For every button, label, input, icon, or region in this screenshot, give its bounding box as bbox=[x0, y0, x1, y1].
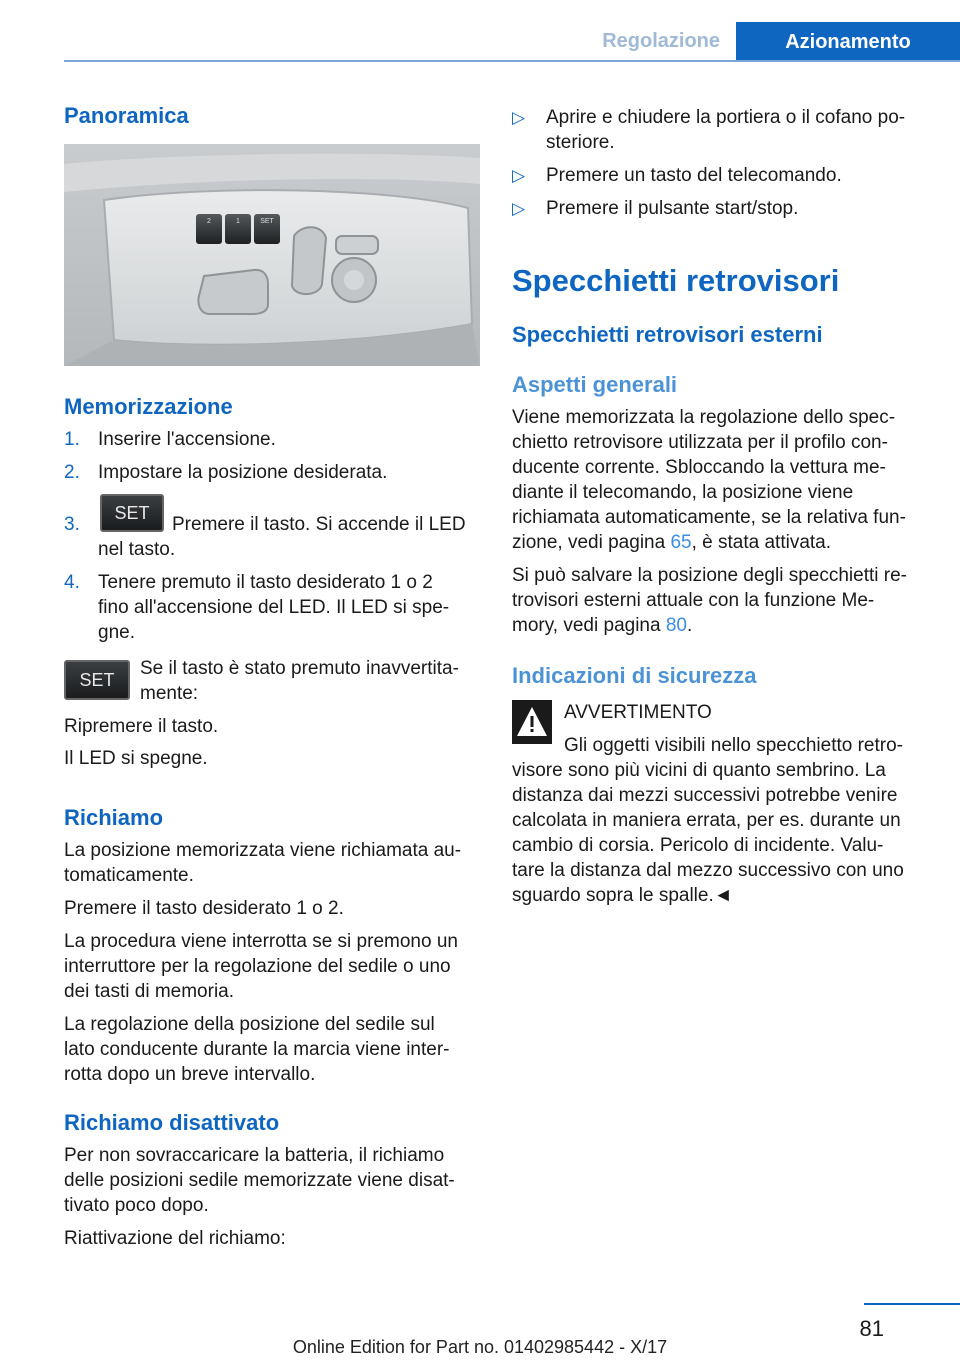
body-text: trovisori esterni attuale con la funzione Me- bbox=[512, 590, 875, 611]
warning-text: sguardo sopra le spalle.◄ bbox=[512, 885, 733, 906]
svg-text:2: 2 bbox=[207, 218, 211, 225]
warning-title: AVVERTIMENTO bbox=[564, 702, 712, 723]
body-text: chietto retrovisore utilizzata per il profilo con- bbox=[512, 432, 888, 453]
memory-key-2 bbox=[196, 214, 222, 244]
step-number: 2. bbox=[64, 462, 80, 483]
body-text: Il LED si spegne. bbox=[64, 748, 208, 769]
warning-text: distanza dai mezzi successivi potrebbe venire bbox=[512, 785, 898, 806]
body-text: lato conducente durante la marcia viene inter- bbox=[64, 1039, 450, 1060]
body-text-part: zione, vedi pagina bbox=[512, 532, 671, 553]
page-link-65[interactable]: 65 bbox=[670, 532, 692, 553]
body-text-part: , è stata attivata. bbox=[691, 532, 832, 553]
svg-text:1: 1 bbox=[236, 218, 240, 225]
edition-footer: Online Edition for Part no. 01402985442 - X/17 bbox=[292, 1337, 668, 1357]
memorizzazione-heading: Memorizzazione bbox=[64, 394, 233, 419]
warning-text: visore sono più vicini di quanto sembrino. La bbox=[512, 760, 886, 781]
page-header bbox=[0, 0, 960, 62]
step-text: Impostare la posizione desiderata. bbox=[98, 462, 388, 483]
body-text: richiamata automaticamente, se la relativa fun- bbox=[512, 507, 906, 528]
body-text: tomaticamente. bbox=[64, 865, 194, 886]
specchietti-esterni-heading: Specchietti retrovisori esterni bbox=[512, 322, 823, 347]
warning-text: Gli oggetti visibili nello specchietto retro- bbox=[564, 735, 903, 756]
step-number: 4. bbox=[64, 572, 80, 593]
step-text: Premere il tasto. Si accende il LED bbox=[172, 514, 466, 535]
richiamo-disattivato-heading: Richiamo disattivato bbox=[64, 1110, 280, 1135]
step-text: nel tasto. bbox=[98, 539, 176, 560]
indicazioni-sicurezza-heading: Indicazioni di sicurezza bbox=[512, 663, 757, 688]
section-tab[interactable]: Regolazione bbox=[602, 30, 720, 52]
body-text: diante il telecomando, la posizione viene bbox=[512, 482, 854, 503]
svg-text:SET: SET bbox=[260, 218, 274, 225]
bullet-triangle-icon: ▷ bbox=[512, 108, 526, 127]
specchietti-title: Specchietti retrovisori bbox=[512, 263, 840, 298]
body-text-part: . bbox=[686, 615, 693, 636]
warning-icon bbox=[512, 700, 552, 744]
body-text: Premere il tasto desiderato 1 o 2. bbox=[64, 898, 344, 919]
step-text: fino all'accensione del LED. Il LED si spe- bbox=[98, 597, 450, 618]
page-link-80[interactable]: 80 bbox=[665, 615, 687, 636]
set-key-icon: SET bbox=[64, 660, 130, 700]
body-text: Si può salvare la posizione degli specchietti re- bbox=[512, 565, 907, 586]
seat-controls-photo bbox=[64, 144, 480, 366]
warning-text: cambio di corsia. Pericolo di incidente. Valu- bbox=[512, 835, 884, 856]
panoramica-heading: Panoramica bbox=[64, 103, 189, 128]
aspetti-generali-heading: Aspetti generali bbox=[512, 372, 678, 397]
step-number: 1. bbox=[64, 429, 80, 450]
body-text bbox=[512, 613, 692, 639]
body-text: La regolazione della posizione del sedile sul bbox=[64, 1014, 435, 1035]
footer-rule bbox=[864, 1303, 960, 1305]
body-text: dei tasti di memoria. bbox=[64, 981, 235, 1002]
bullet-triangle-icon: ▷ bbox=[512, 166, 526, 185]
step-text: Tenere premuto il tasto desiderato 1 o 2 bbox=[98, 572, 433, 593]
body-text: La procedura viene interrotta se si premono un bbox=[64, 931, 458, 952]
note-text: Se il tasto è stato premuto inavvertita- bbox=[140, 658, 459, 679]
bullet-text: steriore. bbox=[546, 132, 615, 153]
set-key-icon: SET bbox=[100, 494, 164, 532]
body-text: Per non sovraccaricare la batteria, il richiamo bbox=[64, 1145, 445, 1166]
body-text: tivato poco dopo. bbox=[64, 1195, 209, 1216]
page-number: 81 bbox=[859, 1316, 884, 1341]
step-text: Inserire l'accensione. bbox=[98, 429, 276, 450]
bullet-triangle-icon: ▷ bbox=[512, 199, 526, 218]
bullet-text: Aprire e chiudere la portiera o il cofano po- bbox=[546, 107, 906, 128]
body-text: La posizione memorizzata viene richiamata au- bbox=[64, 840, 462, 861]
bullet-text: Premere il pulsante start/stop. bbox=[546, 198, 799, 219]
memory-key-1 bbox=[225, 214, 251, 244]
step-number: 3. bbox=[64, 514, 80, 535]
body-text: Ripremere il tasto. bbox=[64, 716, 219, 737]
richiamo-heading: Richiamo bbox=[64, 805, 164, 830]
body-text: Riattivazione del richiamo: bbox=[64, 1228, 286, 1249]
note-text: mente: bbox=[140, 683, 199, 704]
warning-text: calcolata in maniera errata, per es. durante un bbox=[512, 810, 901, 831]
body-text: interruttore per la regolazione del sedile o uno bbox=[64, 956, 451, 977]
body-text-part: mory, vedi pagina bbox=[512, 615, 666, 636]
body-text: ducente corrente. Sbloccando la vettura me- bbox=[512, 457, 886, 478]
body-text: delle posizioni sedile memorizzate viene disat- bbox=[64, 1170, 455, 1191]
step-text: gne. bbox=[98, 622, 135, 643]
bullet-text: Premere un tasto del telecomando. bbox=[546, 165, 842, 186]
chapter-tab[interactable]: Azionamento bbox=[736, 22, 960, 60]
memory-key-set bbox=[254, 214, 280, 244]
body-text bbox=[512, 530, 831, 556]
body-text: rotta dopo un breve intervallo. bbox=[64, 1064, 316, 1085]
warning-text: tare la distanza dal mezzo successivo con uno bbox=[512, 860, 904, 881]
header-rule bbox=[64, 60, 960, 62]
body-text: Viene memorizzata la regolazione dello spec- bbox=[512, 407, 896, 428]
